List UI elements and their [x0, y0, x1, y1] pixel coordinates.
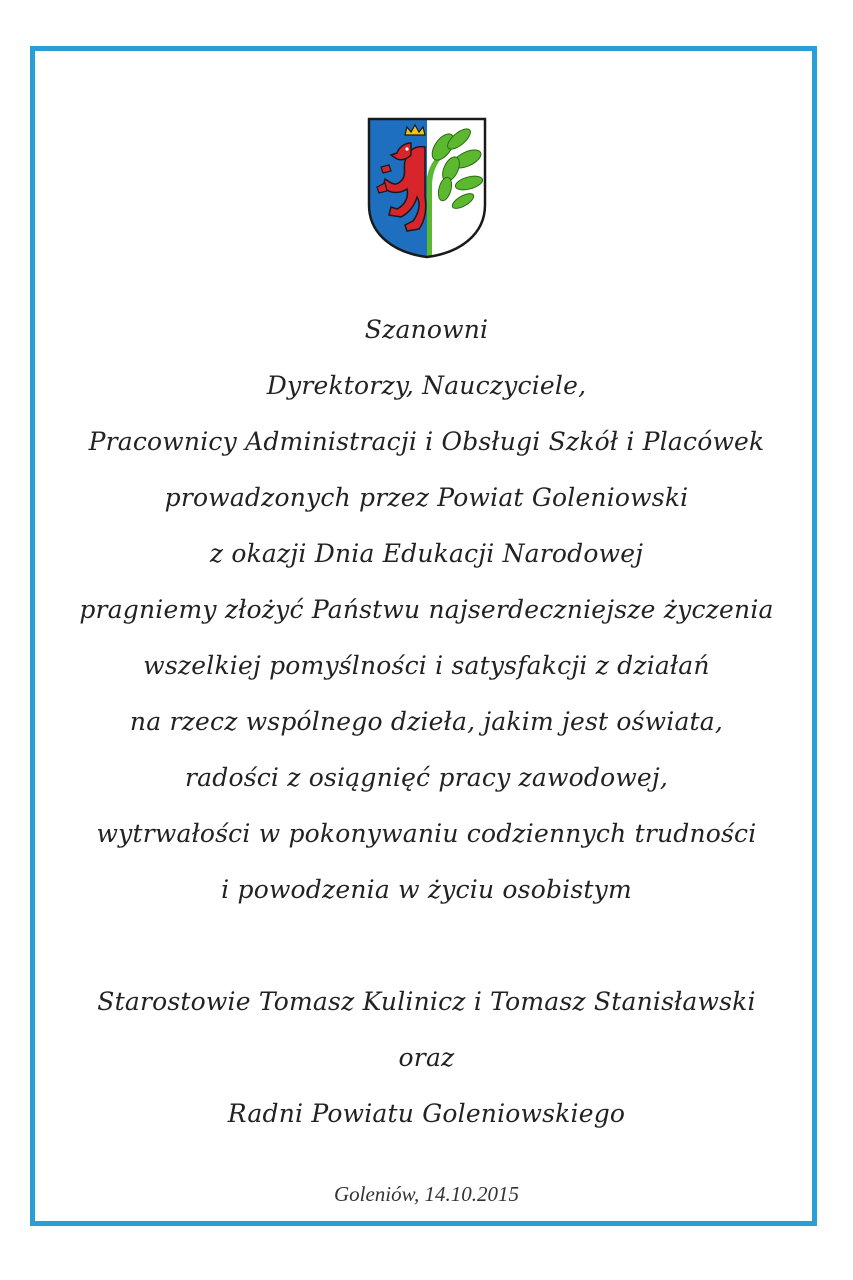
- signature-line: Starostowie Tomasz Kulinicz i Tomasz Stanisławski: [97, 987, 756, 1016]
- letter-line: Dyrektorzy, Nauczyciele,: [266, 371, 587, 400]
- letter-line: pragniemy złożyć Państwu najserdeczniejsze życzenia: [79, 595, 774, 624]
- letter-line: radości z osiągnięć pracy zawodowej,: [184, 763, 669, 792]
- letter-line: wszelkiej pomyślności i satysfakcji z działań: [143, 651, 710, 680]
- letter-line: wytrwałości w pokonywaniu codziennych trudności: [96, 819, 757, 848]
- letter-line: prowadzonych przez Powiat Goleniowski: [164, 483, 689, 512]
- place-and-date: Goleniów, 14.10.2015: [333, 1182, 520, 1206]
- signature-line: Radni Powiatu Goleniowskiego: [227, 1099, 626, 1128]
- paragraph-gap: [40, 918, 813, 974]
- letter-line: i powodzenia w życiu osobistym: [221, 875, 632, 904]
- letter-line: na rzecz wspólnego dzieła, jakim jest oświata,: [129, 707, 724, 736]
- coat-of-arms-icon: [367, 117, 487, 259]
- signature-line: oraz: [398, 1043, 455, 1072]
- letter-line: Pracownicy Administracji i Obsługi Szkół i Placówek: [88, 427, 765, 456]
- letter-line: z okazji Dnia Edukacji Narodowej: [209, 539, 644, 568]
- greeting-letter: [40, 302, 813, 1142]
- coat-of-arms: [367, 117, 487, 259]
- salutation: Szanowni: [364, 315, 489, 344]
